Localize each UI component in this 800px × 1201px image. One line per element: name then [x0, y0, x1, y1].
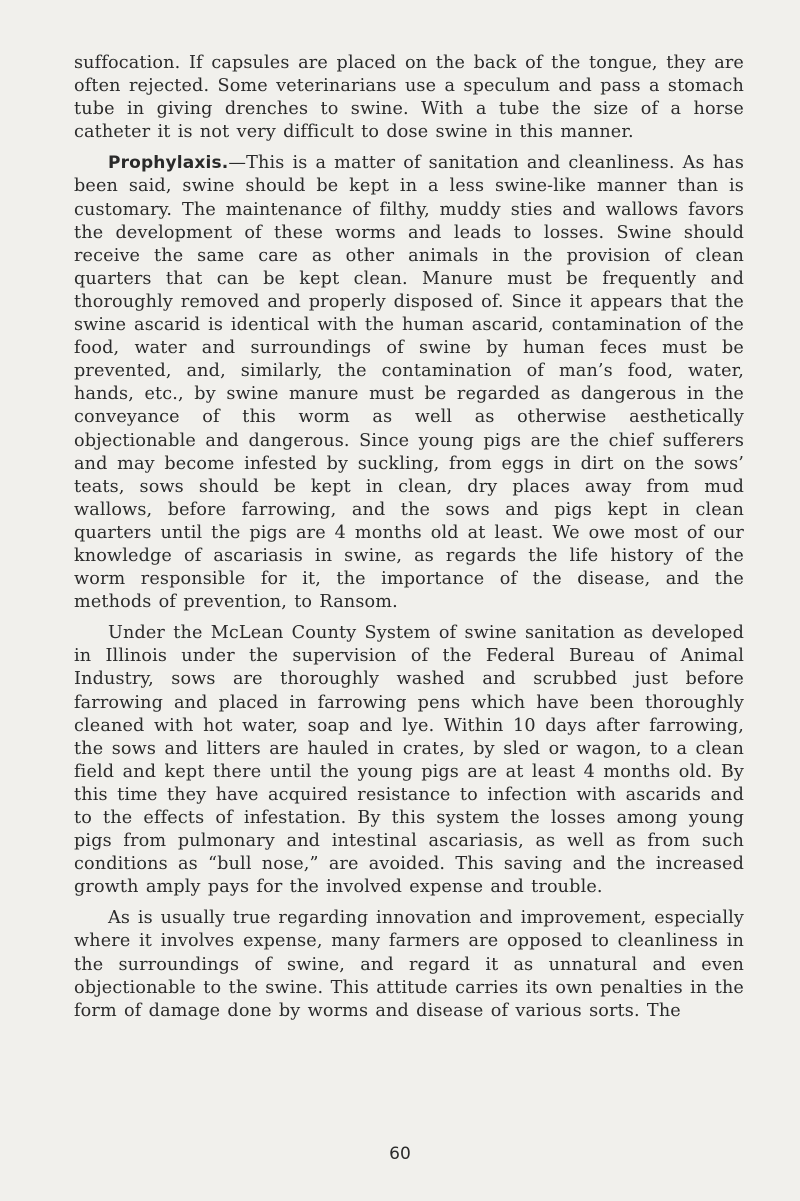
page-number: 60 — [389, 1144, 411, 1164]
paragraph-innovation — [74, 907, 744, 1022]
paragraph-2-text: —This is a matter of sanitation and cleanliness. As has been said, swine should be kept in a less swine-like manner than is customary. The maintenance of filthy, muddy sties and wallows favors the development of these worms and leads to losses. Swine should receive the same care as other animals in the provision of clean quarters that can be kept clean. Manure must be frequently and thoroughly removed and properly disposed of. Since it appears that the swine ascarid is identical with the human ascarid, contamination of the food, water and surroundings of swine by human feces must be prevented, and, similarly, the contamination of man’s food, water, hands, etc., by swine manure must be regarded as dangerous in the conveyance of this worm as well as otherwise aesthetically objectionable and dangerous. Since young pigs are the chief sufferers and may become infested by suckling, from eggs in dirt on the sows’ teats, sows should be kept in clean, dry places away from mud wallows, before farrowing, and the sows and pigs kept in clean quarters until the pigs are 4 months old at least. We owe most of our knowledge of ascariasis in swine, as regards the life history of the worm responsible for it, the importance of the disease, and the methods of prevention, to Ransom. — [74, 153, 744, 613]
paragraph-mclean-system — [74, 622, 744, 899]
paragraph-prophylaxis — [74, 152, 744, 614]
paragraph-1-text: suffocation. If capsules are placed on the back of the tongue, they are often rejected. Some veterinarians use a speculum and pass a stomach tube in giving drenches to swine. With a tube the size of a horse catheter it is not very difficult to dose swine in this manner. — [74, 53, 744, 143]
section-heading-prophylaxis: Prophylaxis. — [108, 153, 229, 174]
body-text — [74, 52, 744, 1031]
paragraph-4-text: As is usually true regarding innovation and improvement, especially where it involves expense, many farmers are opposed to cleanliness in the surroundings of swine, and regard it as unnatural and even objectionable to the swine. This attitude carries its own penalties in the form of damage done by worms and disease of various sorts. The — [74, 908, 744, 1021]
paragraph-3-text: Under the McLean County System of swine sanitation as developed in Illinois under the supervision of the Federal Bureau of Animal Industry, sows are thoroughly washed and scrubbed just before farrowing and placed in farrowing pens which have been thoroughly cleaned with hot water, soap and lye. Within 10 days after farrowing, the sows and litters are hauled in crates, by sled or wagon, to a clean field and kept there until the young pigs are at least 4 months old. By this time they have acquired resistance to infection with ascarids and to the effects of infestation. By this system the losses among young pigs from pulmonary and intestinal ascariasis, as well as from such conditions as “bull nose,” are avoided. This saving and the increased growth amply pays for the involved expense and trouble. — [74, 623, 744, 898]
paragraph-continuation — [74, 52, 744, 144]
